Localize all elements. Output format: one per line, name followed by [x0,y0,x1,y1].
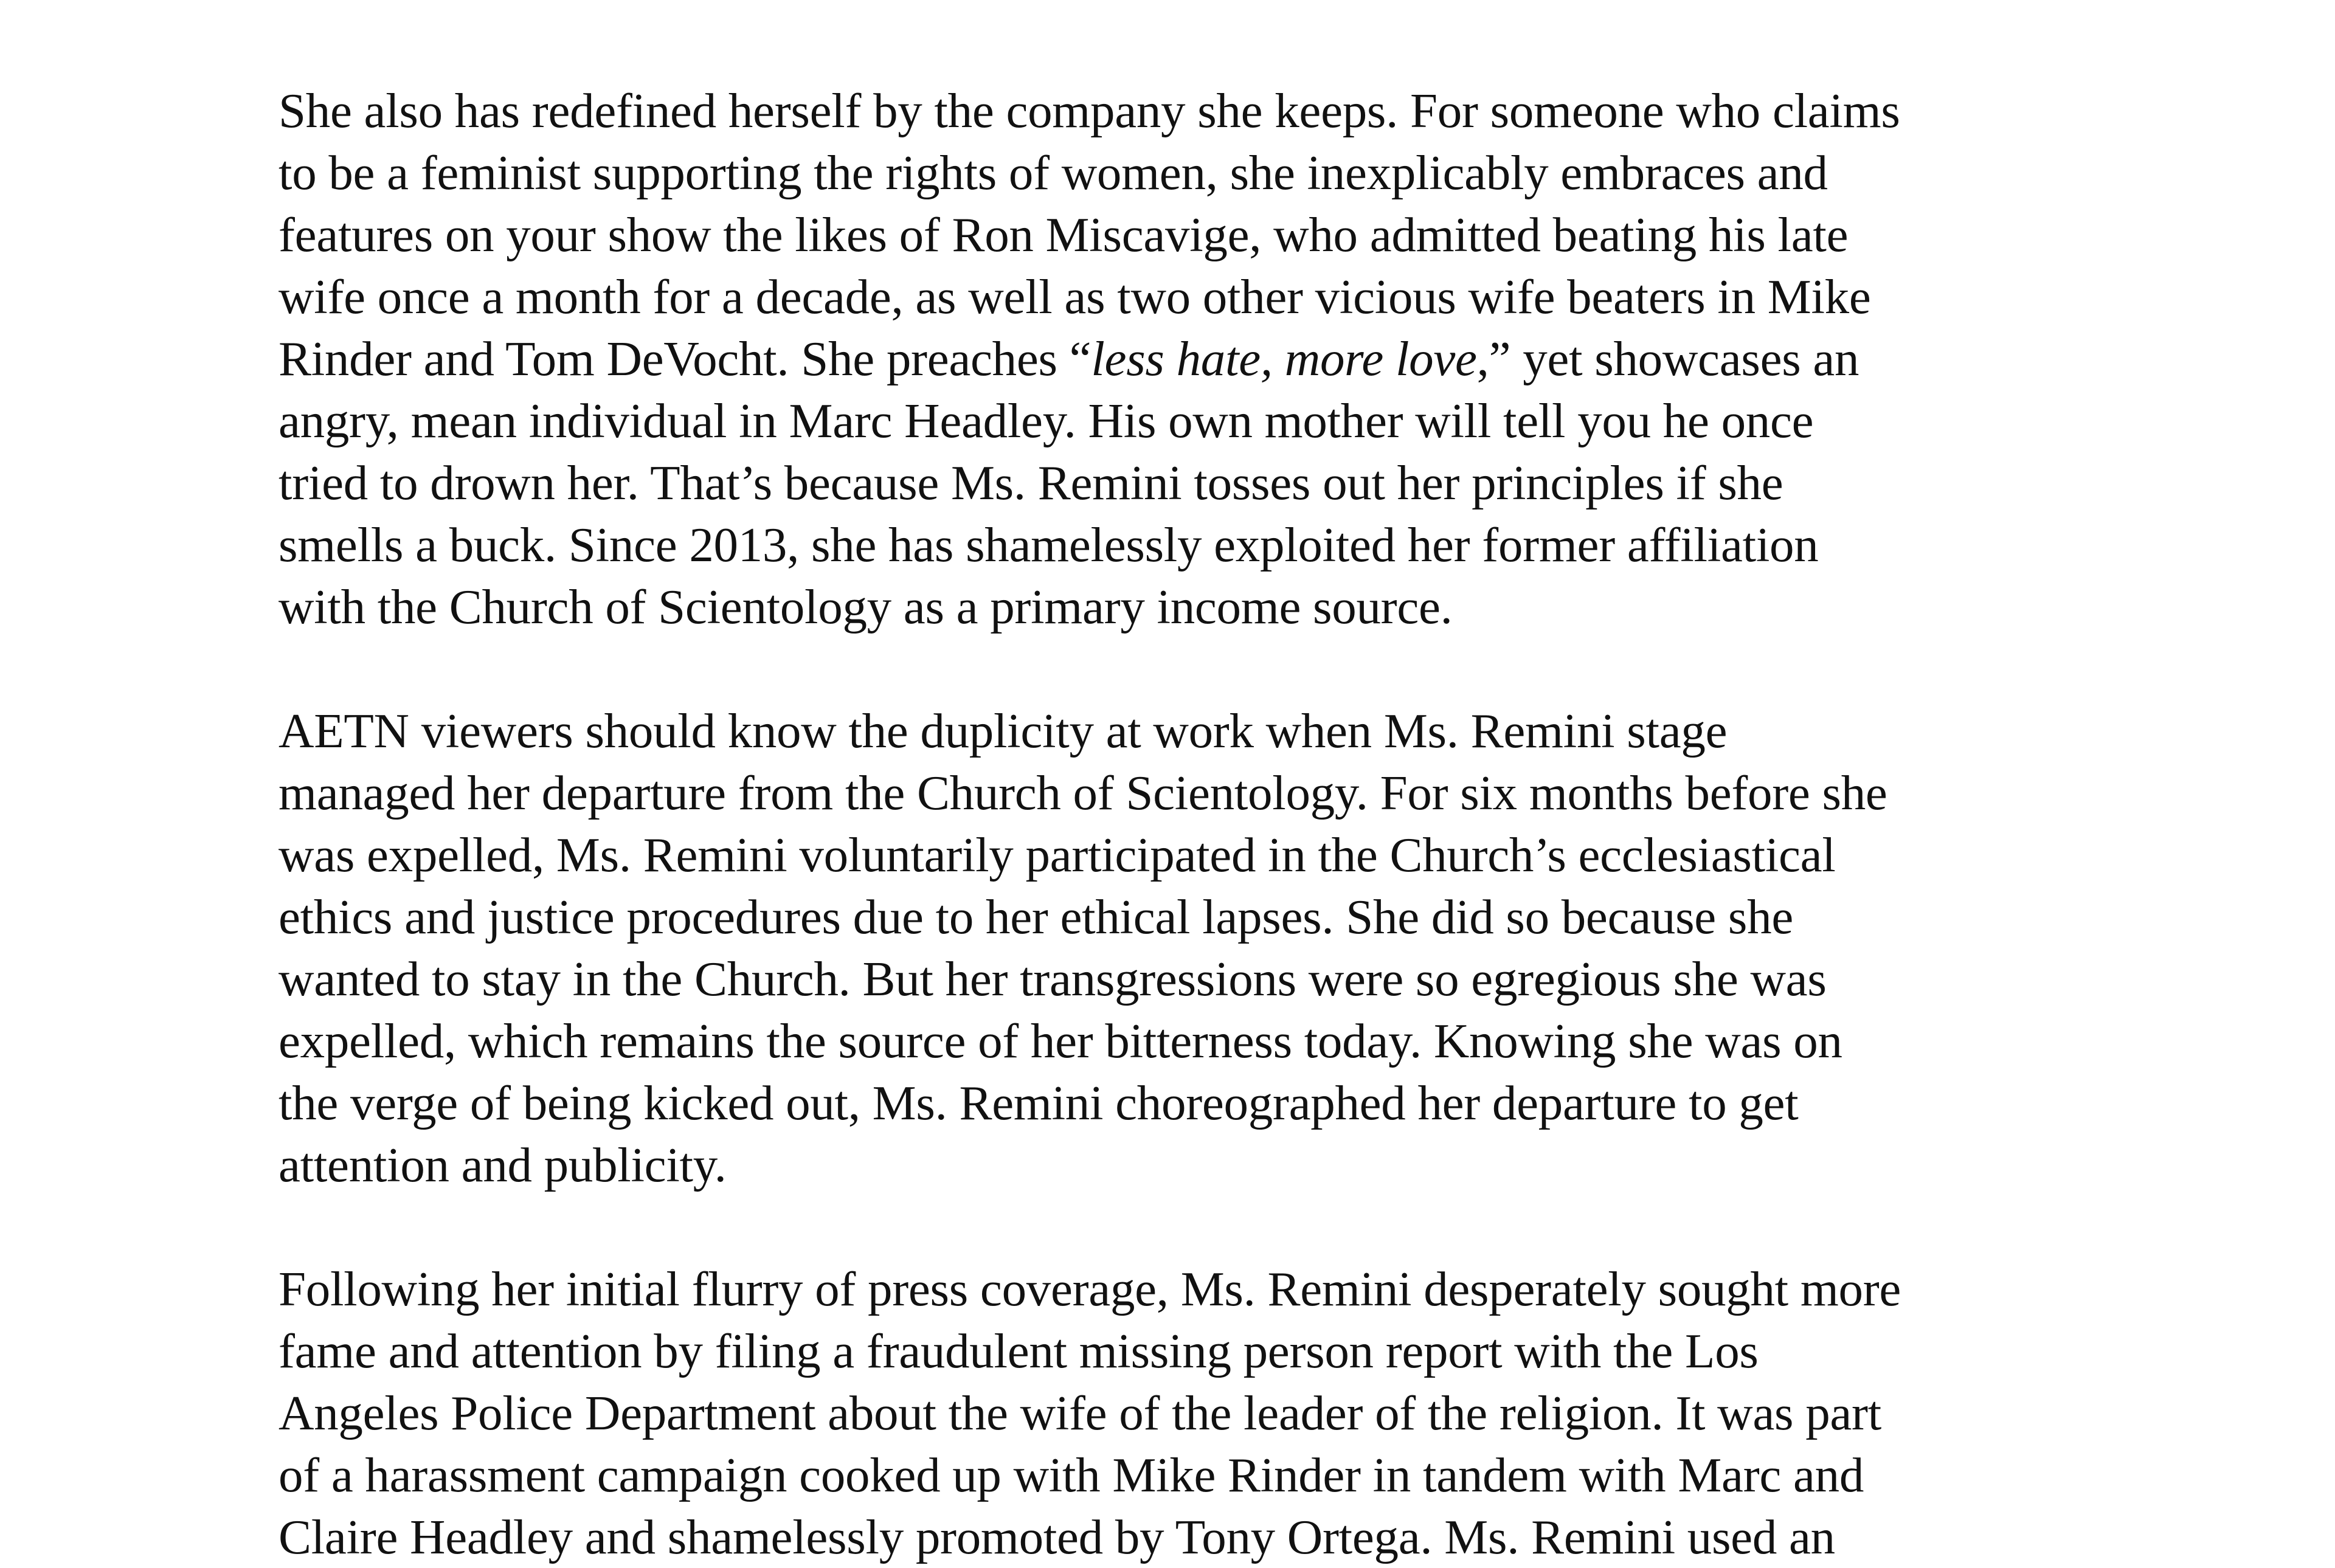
text-line: AETN viewers should know the duplicity at work when Ms. Remini stage [278,703,1728,758]
text-line: was expelled, Ms. Remini voluntarily participated in the Church’s ecclesiastical [278,827,1836,882]
text-line: angry, mean individual in Marc Headley. His own mother will tell you he once [278,393,1814,448]
text-line-with-quote [278,328,2103,390]
text-fragment: Rinder and Tom DeVocht. She preaches “ [278,331,1091,386]
text-line: wife once a month for a decade, as well as two other vicious wife beaters in Mike [278,269,1871,324]
text-line: smells a buck. Since 2013, she has shamelessly exploited her former affiliation [278,517,1819,572]
paragraph-1 [278,80,2103,638]
text-fragment: ,” yet showcases an [1476,331,1859,386]
text-line: to be a feminist supporting the rights of women, she inexplicably embraces and [278,145,1828,200]
text-line: the verge of being kicked out, Ms. Remini choreographed her departure to get [278,1076,1799,1130]
text-line: Following her initial flurry of press coverage, Ms. Remini desperately sought more [278,1262,1901,1316]
paragraph-2 [278,700,2103,1196]
text-line: ethics and justice procedures due to her ethical lapses. She did so because she [278,889,1793,944]
paragraph-3 [278,1258,2103,1568]
text-line: of a harassment campaign cooked up with Mike Rinder in tandem with Marc and [278,1448,1864,1502]
text-line: Claire Headley and shamelessly promoted by Tony Ortega. Ms. Remini used an [278,1510,1835,1564]
text-line: expelled, which remains the source of her bitterness today. Knowing she was on [278,1014,1842,1068]
text-line: features on your show the likes of Ron Miscavige, who admitted beating his late [278,207,1849,262]
text-line: attention and publicity. [278,1138,727,1192]
text-line: fame and attention by filing a fraudulent missing person report with the Los [278,1324,1759,1378]
text-line: She also has redefined herself by the company she keeps. For someone who claims [278,83,1900,138]
text-line: managed her departure from the Church of Scientology. For six months before she [278,765,1887,820]
italic-quote: less hate, more love [1091,331,1477,386]
text-line: Angeles Police Department about the wife of the leader of the religion. It was part [278,1386,1881,1440]
text-line: wanted to stay in the Church. But her transgressions were so egregious she was [278,952,1827,1006]
text-line: tried to drown her. That’s because Ms. Remini tosses out her principles if she [278,455,1783,510]
text-line: with the Church of Scientology as a primary income source. [278,579,1453,634]
